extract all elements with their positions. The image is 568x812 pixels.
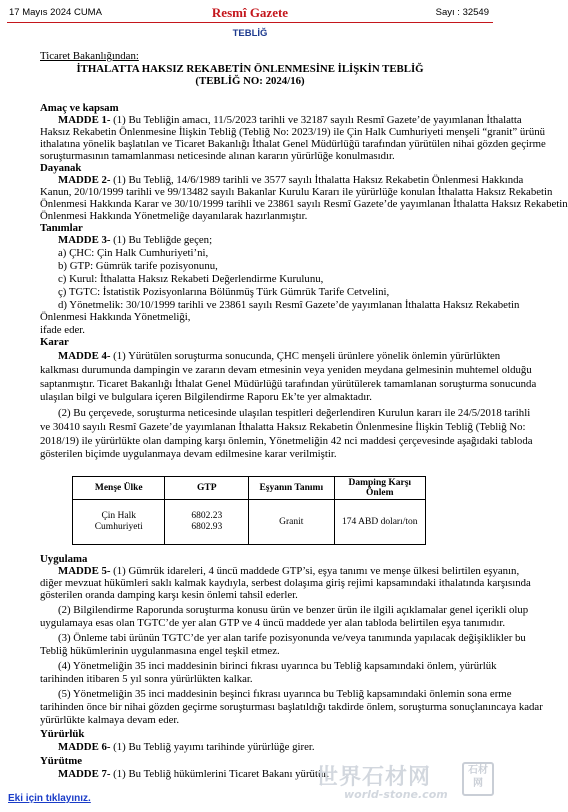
article-5-p5-line-2: tarihinden önce bir nihai gözden geçirme soruşturması başlatıldığı takdirde önlem, soruşturma sonuçlanıncaya kadar xyxy=(40,701,543,713)
annex-link[interactable]: Eki için tıklayınız. xyxy=(8,793,91,804)
watermark-url: world-stone.com xyxy=(344,788,448,801)
article-4-text: (1) Yürütülen soruşturma sonucunda, ÇHC menşeli ürünlere yönelik önlemin yürürlükten xyxy=(110,350,501,362)
article-5-p2-line-1: (2) Bilgilendirme Raporunda soruşturma konusu ürün ve benzer ürün ile ilgili açıklamalar genel içerikli olup xyxy=(58,604,529,616)
article-2-label: MADDE 2- xyxy=(58,174,111,186)
watermark-badge-line-2: 网 xyxy=(473,778,483,789)
article-4-label: MADDE 4- xyxy=(58,350,111,362)
article-3-text: (1) Bu Tebliğde geçen; xyxy=(110,234,213,246)
article-5-p4-line-1: (4) Yönetmeliğin 35 inci maddesinin birinci fıkrası uyarınca bu Tebliğ kapsamındaki önlem, yürürlük xyxy=(58,660,497,672)
watermark-logo xyxy=(316,760,492,806)
article-3-line-1 xyxy=(58,234,212,246)
article-4-p2-line-2: ve 30410 sayılı Resmî Gazete’de yayımlanan İthalatta Haksız Rekabetin Önlenmesine İlişkin Tebliğ (Tebliğ No: xyxy=(40,421,526,433)
heading-amac: Amaç ve kapsam xyxy=(40,102,119,114)
issuing-ministry: Ticaret Bakanlığından: xyxy=(40,50,139,62)
article-7-text: (1) Bu Tebliğ hükümlerini Ticaret Bakanı yürütür. xyxy=(110,768,330,780)
table-cell-country xyxy=(73,500,165,545)
heading-uygulama: Uygulama xyxy=(40,553,88,565)
table-header-row xyxy=(73,477,426,500)
definition-b: b) GTP: Gümrük tarife pozisyonunu, xyxy=(58,260,218,272)
article-5-p5-line-1: (5) Yönetmeliğin 35 inci maddesinin beşinci fıkrası uyarınca bu Tebliğ kapsamındaki önlemin sona erme xyxy=(58,688,512,700)
article-2-line-3: Önlenmesi Hakkında Karar ve 30/10/1999 tarihli ve 23861 sayılı Resmî Gazete’de yayımlanan İthalatta Haksız Rekabetin xyxy=(40,198,568,210)
heading-dayanak: Dayanak xyxy=(40,162,82,174)
article-6-text: (1) Bu Tebliğ yayımı tarihinde yürürlüğe girer. xyxy=(110,741,315,753)
issue-date: 17 Mayıs 2024 CUMA xyxy=(9,7,102,18)
article-2-line-1 xyxy=(58,174,524,186)
heading-tanimlar: Tanımlar xyxy=(40,222,83,234)
article-4-p2-line-1: (2) Bu çerçevede, soruşturma neticesinde ulaşılan tespitleri değerlendiren Kurulun kararı ile 24/5/2018 tarihli xyxy=(58,407,531,419)
gazette-title: Resmî Gazete xyxy=(211,5,289,20)
country-line-2: Cumhuriyeti xyxy=(94,522,143,532)
watermark-badge xyxy=(462,762,494,796)
document-number: (TEBLİĞ NO: 2024/16) xyxy=(195,75,305,87)
article-2-line-4: Önlenmesi Hakkında Yönetmeliğe dayanılarak hazırlanmıştır. xyxy=(40,210,308,222)
definition-a: a) ÇHC: Çin Halk Cumhuriyeti’ni, xyxy=(58,247,209,259)
article-5-p3-line-1: (3) Önleme tabi ürünün TGTC’de yer alan tarife pozisyonunda ve/veya tanımında yapılacak değişiklikler bu xyxy=(58,632,526,644)
article-4-line-2: kalkması durumunda dampingin ve zararın devam etmesinin veya yeniden meydana gelmesinin muhtemel olduğu xyxy=(40,364,532,376)
article-1-line-3: ithalatına yönelik başlatılan ve Ticaret Bakanlığı İthalat Genel Müdürlüğü tarafından yürütülen nihai gözden geçirme xyxy=(40,138,546,150)
article-7-label: MADDE 7- xyxy=(58,768,111,780)
article-3-label: MADDE 3- xyxy=(58,234,111,246)
article-2-text: (1) Bu Tebliğ, 14/6/1989 tarihli ve 3577 sayılı İthalatta Haksız Rekabetin Önlenmesi Hakkında xyxy=(110,174,524,186)
table-header-measure-line-1: Damping Karşı xyxy=(348,478,412,488)
article-5-line-2: diğer mevzuat hükümleri saklı kalmak kaydıyla, serbest dolaşıma giriş rejimi kapsamındaki ithalatında karşısında xyxy=(40,577,531,589)
watermark-badge-line-1: 石材 xyxy=(468,765,488,776)
article-4-line-4: ulaşılan bilgi ve bulgulara içeren Bilgilendirme Raporu Ek’te yer almaktadır. xyxy=(40,391,373,403)
article-1-line-4: soruşturmasının tamamlanması neticesinde alınan kararın yürürlüğe konulmasıdır. xyxy=(40,150,395,162)
document-title: İTHALATTA HAKSIZ REKABETİN ÖNLENMESİNE İLİŞKİN TEBLİĞ xyxy=(76,63,424,75)
table-header-gtp: GTP xyxy=(165,477,249,500)
heading-yururluk: Yürürlük xyxy=(40,728,85,740)
table-header-description-text: Eşyanın Tanımı xyxy=(259,483,324,493)
section-title: TEBLİĞ xyxy=(232,28,268,39)
article-7-line-1 xyxy=(58,768,329,780)
heading-karar: Karar xyxy=(40,336,69,348)
article-5-p3-line-2: Tebliğ hükümlerinin uygulanmasına engel teşkil etmez. xyxy=(40,645,280,657)
header-divider xyxy=(7,22,493,23)
article-1-text: (1) Bu Tebliğin amacı, 11/5/2023 tarihli ve 32187 sayılı Resmî Gazete’de yayımlanan İthalatta xyxy=(110,114,522,126)
article-5-line-3: gösterilen oranda damping karşı kesin önlemi tahsil ederler. xyxy=(40,589,298,601)
article-1-label: MADDE 1- xyxy=(58,114,111,126)
definition-cc: ç) TGTC: İstatistik Pozisyonlarına Bölünmüş Türk Gümrük Tarife Cetvelini, xyxy=(58,286,390,298)
table-header-country: Menşe Ülke xyxy=(73,477,165,500)
article-5-p4-line-2: tarihinden itibaren 5 yıl sonra yürürlükten kalkar. xyxy=(40,673,253,685)
country-line-1: Çin Halk xyxy=(101,511,137,521)
article-6-line-1 xyxy=(58,741,315,753)
article-4-line-3: saptanmıştır. Ticaret Bakanlığı İthalat Genel Müdürlüğü tarafından yürütülerek tamamlanan soruşturma sonucunda xyxy=(40,378,537,390)
table-header-measure xyxy=(334,477,425,500)
gtp-code-1: 6802.23 xyxy=(191,511,223,521)
definition-d-line-2: Önlenmesi Hakkında Yönetmeliği, xyxy=(40,311,191,323)
anti-dumping-table xyxy=(72,476,426,545)
table-cell-description: Granit xyxy=(249,500,335,545)
article-5-text: (1) Gümrük idareleri, 4 üncü maddede GTP’si, eşya tanımı ve menşe ülkesi belirtilen eşyanın, xyxy=(110,565,520,577)
article-5-p2-line-2: uygulamaya esas olan TGTC’de yer alan GTP ve 4 üncü maddede yer alan tabloda belirtilen eşya tanımıdır. xyxy=(40,617,506,629)
article-4-p2-line-3: 2018/19) ile yürürlükte olan damping karşı önlemin, Yönetmeliğin 42 nci maddesi çerçevesinde aşağıdaki tabloda xyxy=(40,435,533,447)
table-row xyxy=(73,500,426,545)
article-5-label: MADDE 5- xyxy=(58,565,111,577)
article-2-line-2: Kanun, 20/10/1999 tarihli ve 99/13482 sayılı Bakanlar Kurulu Kararı ile yürürlüğe konulan İthalatta Haksız Rekabetin xyxy=(40,186,553,198)
gtp-code-2: 6802.93 xyxy=(191,522,223,532)
watermark-text: 世界石材网 xyxy=(316,765,432,790)
table-header-description xyxy=(249,477,335,500)
article-1-line-2: Haksız Rekabetin Önlenmesine İlişkin Tebliğ (Tebliğ No: 2023/19) ile Çin Halk Cumhuriyeti menşeli “granit” ürünü xyxy=(40,126,546,138)
issue-number: Sayı : 32549 xyxy=(435,7,489,18)
definition-d-line-1: d) Yönetmelik: 30/10/1999 tarihli ve 23861 sayılı Resmî Gazete’de yayımlanan İthalatta Haksız Rekabetin xyxy=(58,299,520,311)
article-6-label: MADDE 6- xyxy=(58,741,111,753)
article-5-p5-line-3: yürürlükte kalmaya devam eder. xyxy=(40,714,180,726)
definition-c: c) Kurul: İthalatta Haksız Rekabeti Değerlendirme Kurulunu, xyxy=(58,273,324,285)
table-cell-gtp xyxy=(165,500,249,545)
heading-yurutme: Yürütme xyxy=(40,755,82,767)
article-4-p2-line-4: gösterilen biçimde uygulanmaya devam edilmesine karar verilmiştir. xyxy=(40,448,337,460)
table-cell-measure: 174 ABD doları/ton xyxy=(334,500,425,545)
article-1-line-1 xyxy=(58,114,522,126)
table-header-measure-line-2: Önlem xyxy=(366,488,394,498)
article-5-line-1 xyxy=(58,565,520,577)
definition-closing: ifade eder. xyxy=(40,324,85,336)
article-4-line-1 xyxy=(58,350,501,362)
